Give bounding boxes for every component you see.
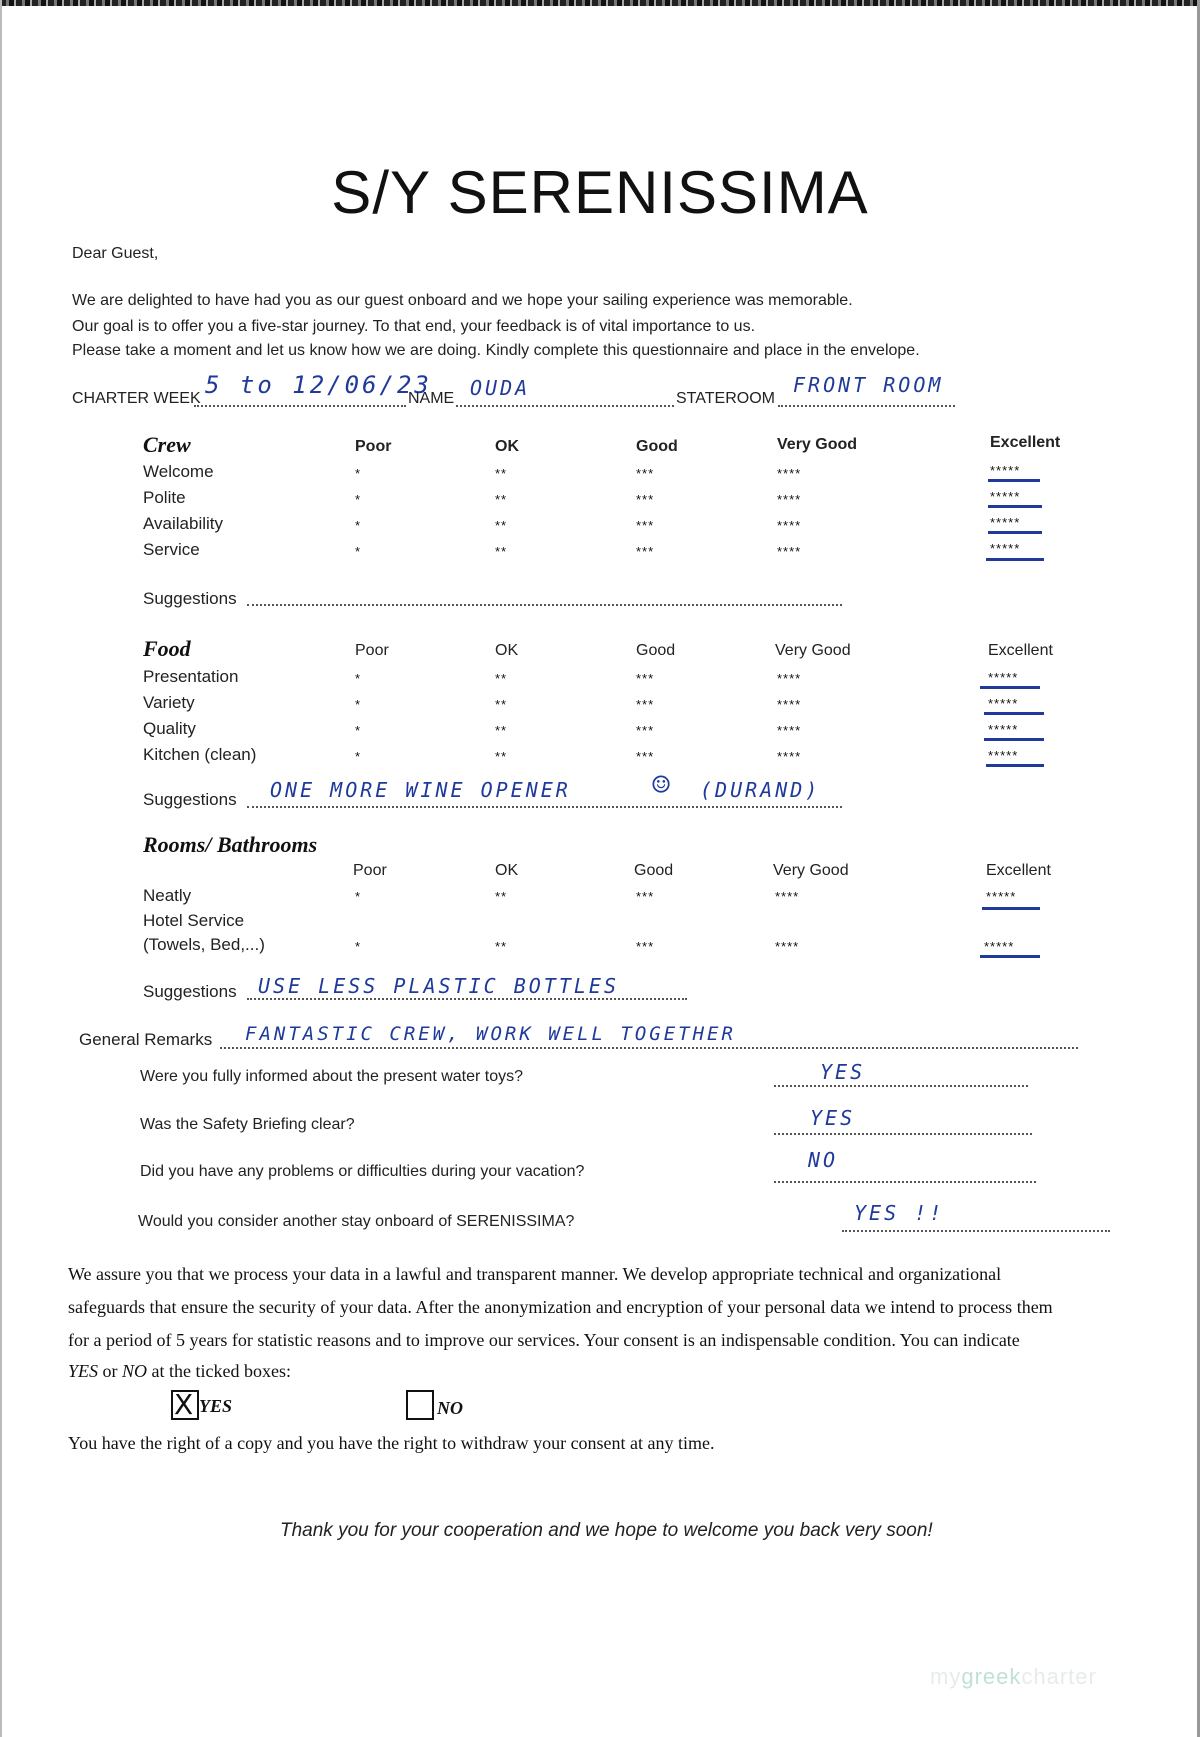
rating-star[interactable]: ** [495,889,508,904]
crew-suggestions-field[interactable] [247,604,842,606]
consent-yes-label[interactable]: YES [199,1396,233,1416]
consent-line-3: for a period of 5 years for statistic reasons and to improve our services. Your consent is an indispensable condition. You can indicate [68,1330,1020,1350]
rating-star-selected[interactable]: ***** [990,541,1021,556]
rating-star-selected[interactable]: ***** [990,489,1021,504]
rating-star[interactable]: ** [495,697,508,712]
consent-line-1: We assure you that we process your data in a lawful and transparent manner. We develop appropriate technical and organizational [68,1264,1002,1284]
rating-star[interactable]: **** [777,492,802,507]
answer-problems[interactable]: NO [808,1148,839,1172]
selection-underline [980,686,1040,689]
rating-star[interactable]: *** [636,749,655,764]
rooms-row-neatly: Neatly [143,886,192,905]
intro-line-2: Our goal is to offer you a five-star journey. To that end, your feedback is of vital importance to us. [72,318,756,335]
selection-underline [986,558,1044,561]
watermark-brand: greek [961,1664,1022,1689]
charter-week-dots [194,405,406,407]
rating-star[interactable]: * [355,518,362,533]
rating-star[interactable]: * [355,492,362,507]
rating-star[interactable]: * [355,466,362,481]
crew-row-service: Service [143,540,200,559]
rating-star-selected[interactable]: ***** [988,748,1019,763]
question-safety-briefing: Was the Safety Briefing clear? [140,1116,355,1133]
consent-line-4-rest: at the ticked boxes: [147,1361,291,1381]
rating-star-selected[interactable]: ***** [988,696,1019,711]
rating-star[interactable]: *** [636,492,655,507]
food-row-quality: Quality [143,719,196,738]
food-suggestions-field[interactable] [247,806,842,808]
consent-yes-word: YES [68,1361,99,1381]
crew-row-polite: Polite [143,488,186,507]
smiley-doodle: ☺ [652,768,674,803]
greeting: Dear Guest, [72,245,159,262]
crew-header-excellent: Excellent [990,434,1061,451]
rating-star[interactable]: **** [777,544,802,559]
crew-header-ok: OK [495,438,519,455]
rating-star[interactable]: **** [777,697,802,712]
selection-underline [986,764,1044,767]
rating-star-selected[interactable]: ***** [990,463,1021,478]
general-remarks-field[interactable] [220,1047,1078,1049]
selection-underline [988,505,1042,508]
food-header-excellent: Excellent [988,642,1053,659]
question-another-stay: Would you consider another stay onboard of SERENISSIMA? [138,1213,575,1230]
rating-star-selected[interactable]: ***** [990,515,1021,530]
consent-line-4 [68,1355,291,1388]
answer-another-stay[interactable]: YES !! [854,1201,945,1225]
consent-right-text: You have the right of a copy and you have the right to withdraw your consent at any time. [68,1433,715,1453]
answer-field-safety-briefing[interactable] [774,1133,1032,1135]
rating-star[interactable]: ** [495,749,508,764]
watermark-logo [930,1664,1097,1690]
rooms-header-very-good: Very Good [773,862,849,879]
rating-star[interactable]: *** [636,518,655,533]
selection-underline [988,531,1042,534]
rooms-header-excellent: Excellent [986,862,1051,879]
rating-star[interactable]: * [355,939,362,954]
food-header-very-good: Very Good [775,642,851,659]
scan-edge-left [0,0,2,1737]
rooms-suggestions-field[interactable] [247,998,687,1000]
rating-star[interactable]: ** [495,544,508,559]
rooms-suggestions-value[interactable]: USE LESS PLASTIC BOTTLES [258,974,619,998]
name-label: NAME [408,390,455,407]
rooms-header-good: Good [634,862,674,879]
rating-star[interactable]: ** [495,939,508,954]
crew-title: Crew [143,432,191,457]
consent-line-2: safeguards that ensure the security of your data. After the anonymization and encryption of your personal data we intend to process them [68,1297,1053,1317]
consent-no-checkbox[interactable] [406,1390,434,1420]
crew-header-poor: Poor [355,438,392,455]
scan-edge-top [0,0,1200,6]
rating-star[interactable]: ** [495,723,508,738]
selection-underline [980,955,1040,958]
rating-star[interactable]: * [355,889,362,904]
selection-underline [982,907,1040,910]
food-title: Food [143,636,191,661]
rating-star[interactable]: ** [495,466,508,481]
food-row-variety: Variety [143,693,195,712]
question-water-toys: Were you fully informed about the present water toys? [140,1068,524,1085]
crew-header-good: Good [636,438,678,455]
answer-field-another-stay[interactable] [842,1230,1110,1232]
rooms-header-poor: Poor [353,862,387,879]
charter-week-value[interactable]: 5 to 12/06/23 [205,371,432,399]
rating-star[interactable]: **** [775,939,800,954]
thanks-text: Thank you for your cooperation and we hope to welcome you back very soon! [280,1520,933,1541]
rating-star[interactable]: *** [636,697,655,712]
rating-star[interactable]: ** [495,492,508,507]
rating-star-selected[interactable]: ***** [986,889,1017,904]
rating-star[interactable]: * [355,697,362,712]
rating-star[interactable]: **** [777,723,802,738]
rating-star[interactable]: *** [636,939,655,954]
consent-or-word: or [98,1361,123,1381]
charter-week-label: CHARTER WEEK [72,390,201,407]
intro-line-1: We are delighted to have had you as our guest onboard and we hope your sailing experience was memorable. [72,292,853,309]
rooms-header-ok: OK [495,862,519,879]
rating-star-selected[interactable]: ***** [988,722,1019,737]
rooms-suggestions-label: Suggestions [143,982,237,1001]
rating-star[interactable]: *** [636,889,655,904]
question-problems: Did you have any problems or difficulties during your vacation? [140,1163,585,1180]
food-header-good: Good [636,642,676,659]
crew-row-welcome: Welcome [143,462,214,481]
food-suggestions-signature: (DURAND) [700,778,821,802]
rating-star[interactable]: **** [777,466,802,481]
consent-no-word: NO [122,1361,148,1381]
stateroom-value[interactable]: FRONT ROOM [793,373,944,397]
intro-line-3: Please take a moment and let us know how we are doing. Kindly complete this questionnaire and place in the envelope. [72,342,920,359]
rooms-row-towels-bed: (Towels, Bed,...) [143,935,265,954]
rating-star[interactable]: * [355,723,362,738]
selection-underline [984,712,1044,715]
stateroom-label: STATEROOM [676,390,775,407]
rating-star[interactable]: **** [777,518,802,533]
food-row-kitchen: Kitchen (clean) [143,745,257,764]
rooms-row-hotel-service: Hotel Service [143,911,245,930]
rating-star[interactable]: * [355,671,362,686]
answer-safety-briefing[interactable]: YES [810,1106,856,1130]
rooms-title: Rooms/ Bathrooms [143,832,318,857]
rating-star[interactable]: **** [777,749,802,764]
consent-yes-checkbox[interactable] [171,1390,199,1420]
general-remarks-label: General Remarks [79,1030,213,1049]
name-dots [456,405,674,407]
stateroom-dots [778,405,955,407]
rating-star[interactable]: ** [495,518,508,533]
rating-star-selected[interactable]: ***** [984,939,1015,954]
rating-star[interactable]: *** [636,723,655,738]
watermark-suffix: charter [1021,1664,1097,1689]
food-row-presentation: Presentation [143,667,239,686]
answer-water-toys[interactable]: YES [820,1060,866,1084]
name-value[interactable]: OUDA [470,376,531,400]
answer-field-water-toys[interactable] [774,1085,1028,1087]
food-header-ok: OK [495,642,519,659]
consent-no-label[interactable]: NO [437,1398,463,1418]
rating-star[interactable]: **** [777,671,802,686]
selection-underline [984,738,1044,741]
crew-suggestions-label: Suggestions [143,589,237,608]
crew-row-availability: Availability [143,514,224,533]
answer-field-problems[interactable] [774,1181,1036,1183]
rating-star[interactable]: **** [775,889,800,904]
rating-star[interactable]: * [355,749,362,764]
food-suggestions-value[interactable]: ONE MORE WINE OPENER [270,778,571,802]
check-mark-icon: X [174,1388,194,1421]
watermark-prefix: my [930,1664,962,1689]
crew-header-very-good: Very Good [777,436,858,453]
general-remarks-value[interactable]: FANTASTIC CREW, WORK WELL TOGETHER [245,1023,736,1045]
food-suggestions-label: Suggestions [143,790,237,809]
page-title: S/Y SERENISSIMA [331,159,869,226]
selection-underline [988,479,1040,482]
rating-star-selected[interactable]: ***** [988,670,1019,685]
food-header-poor: Poor [355,642,389,659]
rating-star[interactable]: ** [495,671,508,686]
rating-star[interactable]: * [355,544,362,559]
rating-star[interactable]: *** [636,544,655,559]
rating-star[interactable]: *** [636,466,655,481]
rating-star[interactable]: *** [636,671,655,686]
